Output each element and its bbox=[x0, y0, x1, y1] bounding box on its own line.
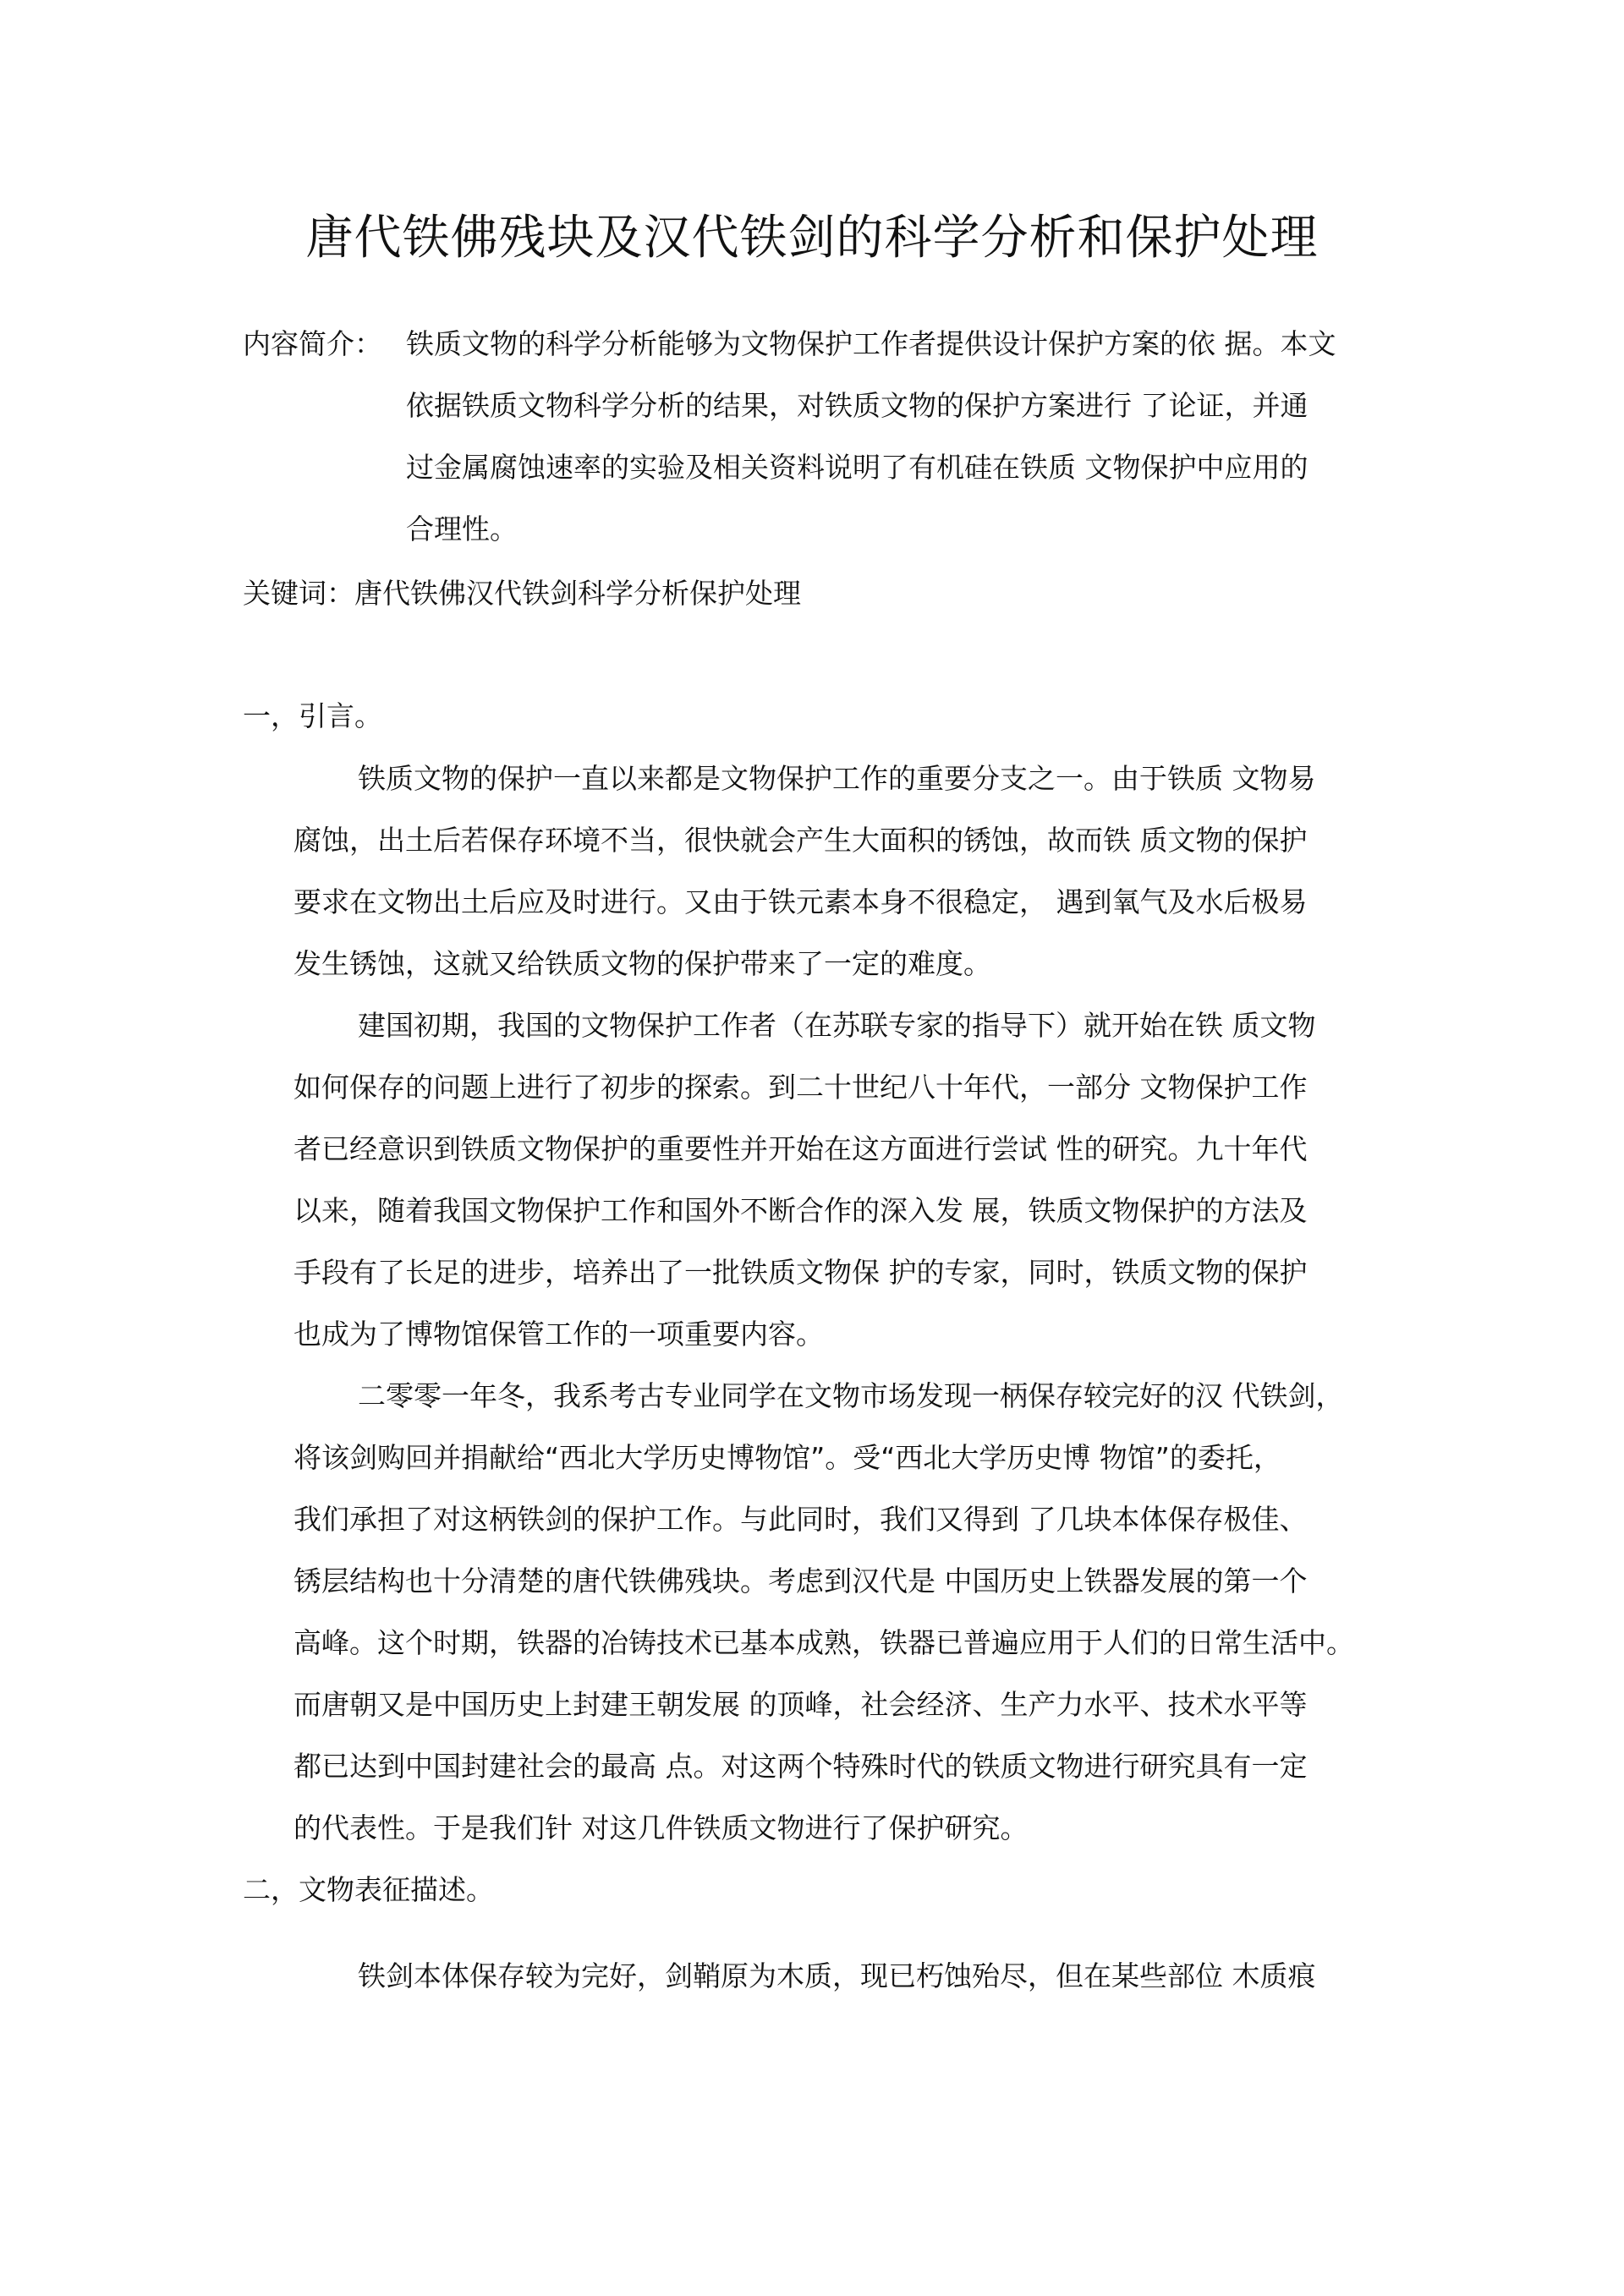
paragraph-line: 如何保存的问题上进行了初步的探索。到二十世纪八十年代，一部分 文物保护工作 bbox=[294, 1071, 1308, 1104]
paragraph-intro-1 bbox=[294, 748, 1402, 995]
abstract-text bbox=[406, 313, 1336, 560]
paragraph-line: 者已经意识到铁质文物保护的重要性并开始在这方面进行尝试 性的研究。九十年代 bbox=[294, 1132, 1308, 1165]
paragraph-line: 的代表性。于是我们针 对这几件铁质文物进行了保护研究。 bbox=[294, 1811, 1029, 1844]
paragraph-line: 我们承担了对这柄铁剑的保护工作。与此同时，我们又得到 了几块本体保存极佳、 bbox=[294, 1503, 1308, 1536]
paragraph-line: 铁质文物的保护一直以来都是文物保护工作的重要分支之一。由于铁质 文物易 bbox=[358, 762, 1316, 795]
paragraph-line: 建国初期，我国的文物保护工作者（在苏联专家的指导下）就开始在铁 质文物 bbox=[358, 1009, 1316, 1042]
abstract-line: 依据铁质文物科学分析的结果，对铁质文物的保护方案进行 了论证，并通 bbox=[406, 389, 1309, 422]
abstract-line: 铁质文物的科学分析能够为文物保护工作者提供设计保护方案的依 据。本文 bbox=[406, 327, 1336, 360]
paragraph-line: 发生锈蚀，这就又给铁质文物的保护带来了一定的难度。 bbox=[294, 947, 991, 980]
paragraph-line: 手段有了长足的进步，培养出了一批铁质文物保 护的专家，同时，铁质文物的保护 bbox=[294, 1256, 1308, 1289]
paragraph-line: 高峰。这个时期，铁器的冶铸技术已基本成熟，铁器已普遍应用于人们的日常生活中。 bbox=[294, 1626, 1354, 1659]
section-heading-introduction: 一，引言。 bbox=[243, 699, 382, 732]
keywords-line: 关键词：唐代铁佛汉代铁剑科学分析保护处理 bbox=[243, 577, 801, 610]
paragraph-line: 也成为了博物馆保管工作的一项重要内容。 bbox=[294, 1318, 824, 1351]
paragraph-line: 腐蚀，出土后若保存环境不当，很快就会产生大面积的锈蚀，故而铁 质文物的保护 bbox=[294, 824, 1308, 857]
section-heading-description: 二，文物表征描述。 bbox=[243, 1873, 494, 1906]
paragraph-line: 锈层结构也十分清楚的唐代铁佛残块。考虑到汉代是 中国历史上铁器发展的第一个 bbox=[294, 1564, 1308, 1597]
paragraph-line: 将该剑购回并捐献给“西北大学历史博物馆”。受“西北大学历史博 物馆”的委托， bbox=[294, 1441, 1281, 1474]
paragraph-line: 都已达到中国封建社会的最高 点。对这两个特殊时代的铁质文物进行研究具有一定 bbox=[294, 1750, 1308, 1783]
abstract-block bbox=[243, 313, 1402, 560]
paragraph-intro-3 bbox=[294, 1365, 1402, 1859]
abstract-row bbox=[243, 313, 1402, 560]
abstract-line: 过金属腐蚀速率的实验及相关资料说明了有机硅在铁质 文物保护中应用的 bbox=[406, 451, 1309, 484]
paragraph-intro-2 bbox=[294, 995, 1402, 1365]
paragraph-line: 铁剑本体保存较为完好，剑鞘原为木质，现已朽蚀殆尽，但在某些部位 木质痕 bbox=[358, 1959, 1316, 1992]
paragraph-line: 二零零一年冬，我系考古专业同学在文物市场发现一柄保存较完好的汉 代铁剑， bbox=[358, 1379, 1344, 1412]
paragraph-description-1 bbox=[294, 1945, 1402, 2007]
paragraph-line: 而唐朝又是中国历史上封建王朝发展 的顶峰，社会经济、生产力水平、技术水平等 bbox=[294, 1688, 1308, 1721]
abstract-label: 内容简介： bbox=[243, 327, 382, 360]
paragraph-line: 以来，随着我国文物保护工作和国外不断合作的深入发 展，铁质文物保护的方法及 bbox=[294, 1194, 1308, 1227]
abstract-line: 合理性。 bbox=[406, 512, 518, 545]
paper-title: 唐代铁佛残块及汉代铁剑的科学分析和保护处理 bbox=[305, 211, 1319, 266]
paragraph-line: 要求在文物出土后应及时进行。又由于铁元素本身不很稳定， 遇到氧气及水后极易 bbox=[294, 885, 1308, 918]
